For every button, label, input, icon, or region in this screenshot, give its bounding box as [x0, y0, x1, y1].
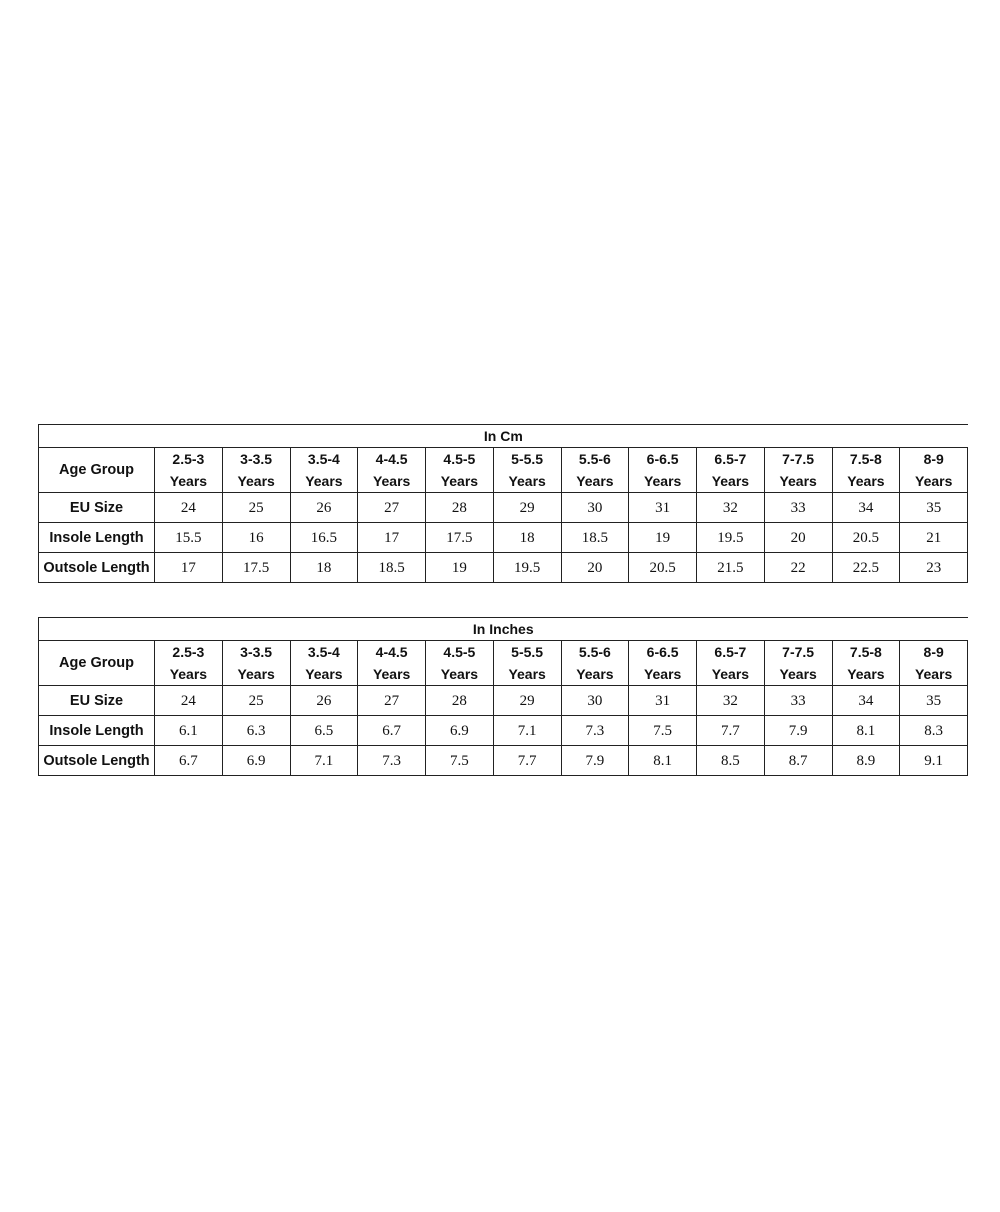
outsole-cell: 19.5 [493, 553, 561, 583]
age-unit: Years [305, 473, 343, 489]
age-range: 6.5-7 [714, 644, 747, 660]
age-unit: Years [847, 666, 885, 682]
eu-size-cell: 29 [493, 686, 561, 716]
insole-cell: 6.3 [222, 716, 290, 746]
age-range: 2.5-3 [172, 644, 205, 660]
eu-size-cell: 32 [697, 686, 765, 716]
outsole-cell: 6.7 [155, 746, 223, 776]
outsole-cell: 8.7 [764, 746, 832, 776]
eu-size-cell: 25 [222, 686, 290, 716]
age-range: 4.5-5 [443, 644, 476, 660]
insole-cell: 7.5 [629, 716, 697, 746]
row-label-eu-size: EU Size [39, 493, 155, 523]
age-unit: Years [915, 473, 953, 489]
age-cell [493, 641, 561, 686]
eu-size-row [39, 493, 968, 523]
age-cell [900, 448, 968, 493]
insole-cell: 6.7 [358, 716, 426, 746]
age-unit: Years [169, 666, 208, 682]
age-range: 7.5-8 [849, 451, 882, 467]
insole-cell: 19 [629, 523, 697, 553]
eu-size-cell: 24 [155, 493, 223, 523]
eu-size-cell: 28 [426, 493, 494, 523]
age-cell [358, 448, 426, 493]
age-unit: Years [305, 666, 343, 682]
outsole-cell: 7.3 [358, 746, 426, 776]
age-range: 7-7.5 [782, 644, 815, 660]
insole-cell: 16 [222, 523, 290, 553]
age-cell [426, 641, 494, 686]
age-range: 5-5.5 [511, 644, 544, 660]
insole-cell: 6.1 [155, 716, 223, 746]
age-range: 6-6.5 [646, 644, 679, 660]
age-unit: Years [372, 666, 411, 682]
age-range: 4-4.5 [375, 644, 408, 660]
eu-size-cell: 30 [561, 493, 629, 523]
age-range: 6.5-7 [714, 451, 747, 467]
outsole-cell: 20 [561, 553, 629, 583]
outsole-cell: 7.7 [493, 746, 561, 776]
age-cell [290, 448, 358, 493]
age-range: 3.5-4 [307, 644, 340, 660]
age-range: 3-3.5 [240, 644, 273, 660]
age-unit: Years [779, 473, 817, 489]
age-unit: Years [643, 666, 682, 682]
insole-cell: 20.5 [832, 523, 900, 553]
age-cell [764, 641, 832, 686]
table-title: In Inches [39, 618, 968, 641]
age-range: 6-6.5 [646, 451, 679, 467]
row-label-age-group: Age Group [39, 448, 155, 493]
size-chart-cm [38, 424, 968, 583]
table-title-row [39, 425, 968, 448]
row-label-outsole-length: Outsole Length [39, 553, 155, 583]
outsole-cell: 22.5 [832, 553, 900, 583]
insole-cell: 6.9 [426, 716, 494, 746]
row-label-eu-size: EU Size [39, 686, 155, 716]
eu-size-cell: 34 [832, 493, 900, 523]
row-label-outsole-length: Outsole Length [39, 746, 155, 776]
table-title-row [39, 618, 968, 641]
insole-cell: 6.5 [290, 716, 358, 746]
age-unit: Years [711, 666, 750, 682]
insole-cell: 17 [358, 523, 426, 553]
insole-cell: 7.1 [493, 716, 561, 746]
age-unit: Years [576, 473, 614, 489]
age-range: 4-4.5 [375, 451, 408, 467]
outsole-cell: 9.1 [900, 746, 968, 776]
outsole-cell: 21.5 [697, 553, 765, 583]
outsole-cell: 19 [426, 553, 494, 583]
age-range: 5-5.5 [511, 451, 544, 467]
outsole-cell: 20.5 [629, 553, 697, 583]
age-cell [697, 448, 765, 493]
age-cell [697, 641, 765, 686]
age-unit: Years [237, 666, 275, 682]
insole-cell: 8.3 [900, 716, 968, 746]
insole-cell: 7.7 [697, 716, 765, 746]
age-unit: Years [576, 666, 614, 682]
age-cell [222, 448, 290, 493]
eu-size-cell: 30 [561, 686, 629, 716]
outsole-cell: 23 [900, 553, 968, 583]
insole-cell: 15.5 [155, 523, 223, 553]
insole-cell: 16.5 [290, 523, 358, 553]
outsole-cell: 8.5 [697, 746, 765, 776]
outsole-cell: 7.9 [561, 746, 629, 776]
outsole-length-row [39, 553, 968, 583]
age-unit: Years [914, 666, 953, 682]
eu-size-row [39, 686, 968, 716]
age-unit: Years [372, 473, 411, 489]
age-cell [832, 448, 900, 493]
age-range: 8-9 [923, 644, 944, 660]
age-cell [358, 641, 426, 686]
age-cell [629, 448, 697, 493]
eu-size-cell: 27 [358, 686, 426, 716]
age-unit: Years [779, 666, 817, 682]
age-cell [561, 641, 629, 686]
insole-cell: 7.3 [561, 716, 629, 746]
eu-size-cell: 33 [764, 493, 832, 523]
age-cell [832, 641, 900, 686]
outsole-cell: 17 [155, 553, 223, 583]
age-group-row [39, 641, 968, 686]
age-range: 7-7.5 [782, 451, 815, 467]
age-cell [290, 641, 358, 686]
insole-cell: 8.1 [832, 716, 900, 746]
eu-size-cell: 29 [493, 493, 561, 523]
age-unit: Years [711, 473, 750, 489]
age-range: 5.5-6 [578, 451, 611, 467]
outsole-cell: 17.5 [222, 553, 290, 583]
age-unit: Years [440, 473, 479, 489]
insole-cell: 17.5 [426, 523, 494, 553]
age-unit: Years [508, 666, 546, 682]
age-range: 7.5-8 [849, 644, 882, 660]
age-range: 3.5-4 [307, 451, 340, 467]
age-unit: Years [237, 473, 275, 489]
outsole-cell: 18 [290, 553, 358, 583]
age-unit: Years [169, 473, 208, 489]
age-group-row [39, 448, 968, 493]
insole-length-row [39, 716, 968, 746]
age-cell [155, 641, 223, 686]
insole-cell: 18.5 [561, 523, 629, 553]
age-unit: Years [440, 666, 479, 682]
row-label-insole-length: Insole Length [39, 523, 155, 553]
insole-cell: 7.9 [764, 716, 832, 746]
eu-size-cell: 28 [426, 686, 494, 716]
age-range: 4.5-5 [443, 451, 476, 467]
age-range: 5.5-6 [578, 644, 611, 660]
eu-size-cell: 33 [764, 686, 832, 716]
age-cell [629, 641, 697, 686]
outsole-cell: 6.9 [222, 746, 290, 776]
age-range: 3-3.5 [240, 451, 273, 467]
age-cell [155, 448, 223, 493]
eu-size-cell: 34 [832, 686, 900, 716]
row-label-age-group: Age Group [39, 641, 155, 686]
eu-size-cell: 24 [155, 686, 223, 716]
outsole-cell: 8.1 [629, 746, 697, 776]
outsole-cell: 22 [764, 553, 832, 583]
eu-size-cell: 27 [358, 493, 426, 523]
outsole-cell: 8.9 [832, 746, 900, 776]
eu-size-cell: 35 [900, 686, 968, 716]
age-cell [493, 448, 561, 493]
eu-size-cell: 31 [629, 493, 697, 523]
outsole-cell: 7.5 [426, 746, 494, 776]
age-unit: Years [847, 473, 885, 489]
table-title: In Cm [39, 425, 968, 448]
eu-size-cell: 35 [900, 493, 968, 523]
eu-size-cell: 31 [629, 686, 697, 716]
outsole-length-row [39, 746, 968, 776]
insole-cell: 20 [764, 523, 832, 553]
age-cell [900, 641, 968, 686]
age-cell [426, 448, 494, 493]
size-chart-inches [38, 617, 968, 776]
insole-length-row [39, 523, 968, 553]
age-range: 8-9 [923, 451, 944, 467]
age-cell [764, 448, 832, 493]
outsole-cell: 7.1 [290, 746, 358, 776]
eu-size-cell: 25 [222, 493, 290, 523]
age-cell [561, 448, 629, 493]
insole-cell: 19.5 [697, 523, 765, 553]
eu-size-cell: 32 [697, 493, 765, 523]
eu-size-cell: 26 [290, 493, 358, 523]
age-cell [222, 641, 290, 686]
age-unit: Years [508, 473, 546, 489]
outsole-cell: 18.5 [358, 553, 426, 583]
eu-size-cell: 26 [290, 686, 358, 716]
insole-cell: 21 [900, 523, 968, 553]
age-unit: Years [643, 473, 682, 489]
insole-cell: 18 [493, 523, 561, 553]
row-label-insole-length: Insole Length [39, 716, 155, 746]
age-range: 2.5-3 [172, 451, 205, 467]
